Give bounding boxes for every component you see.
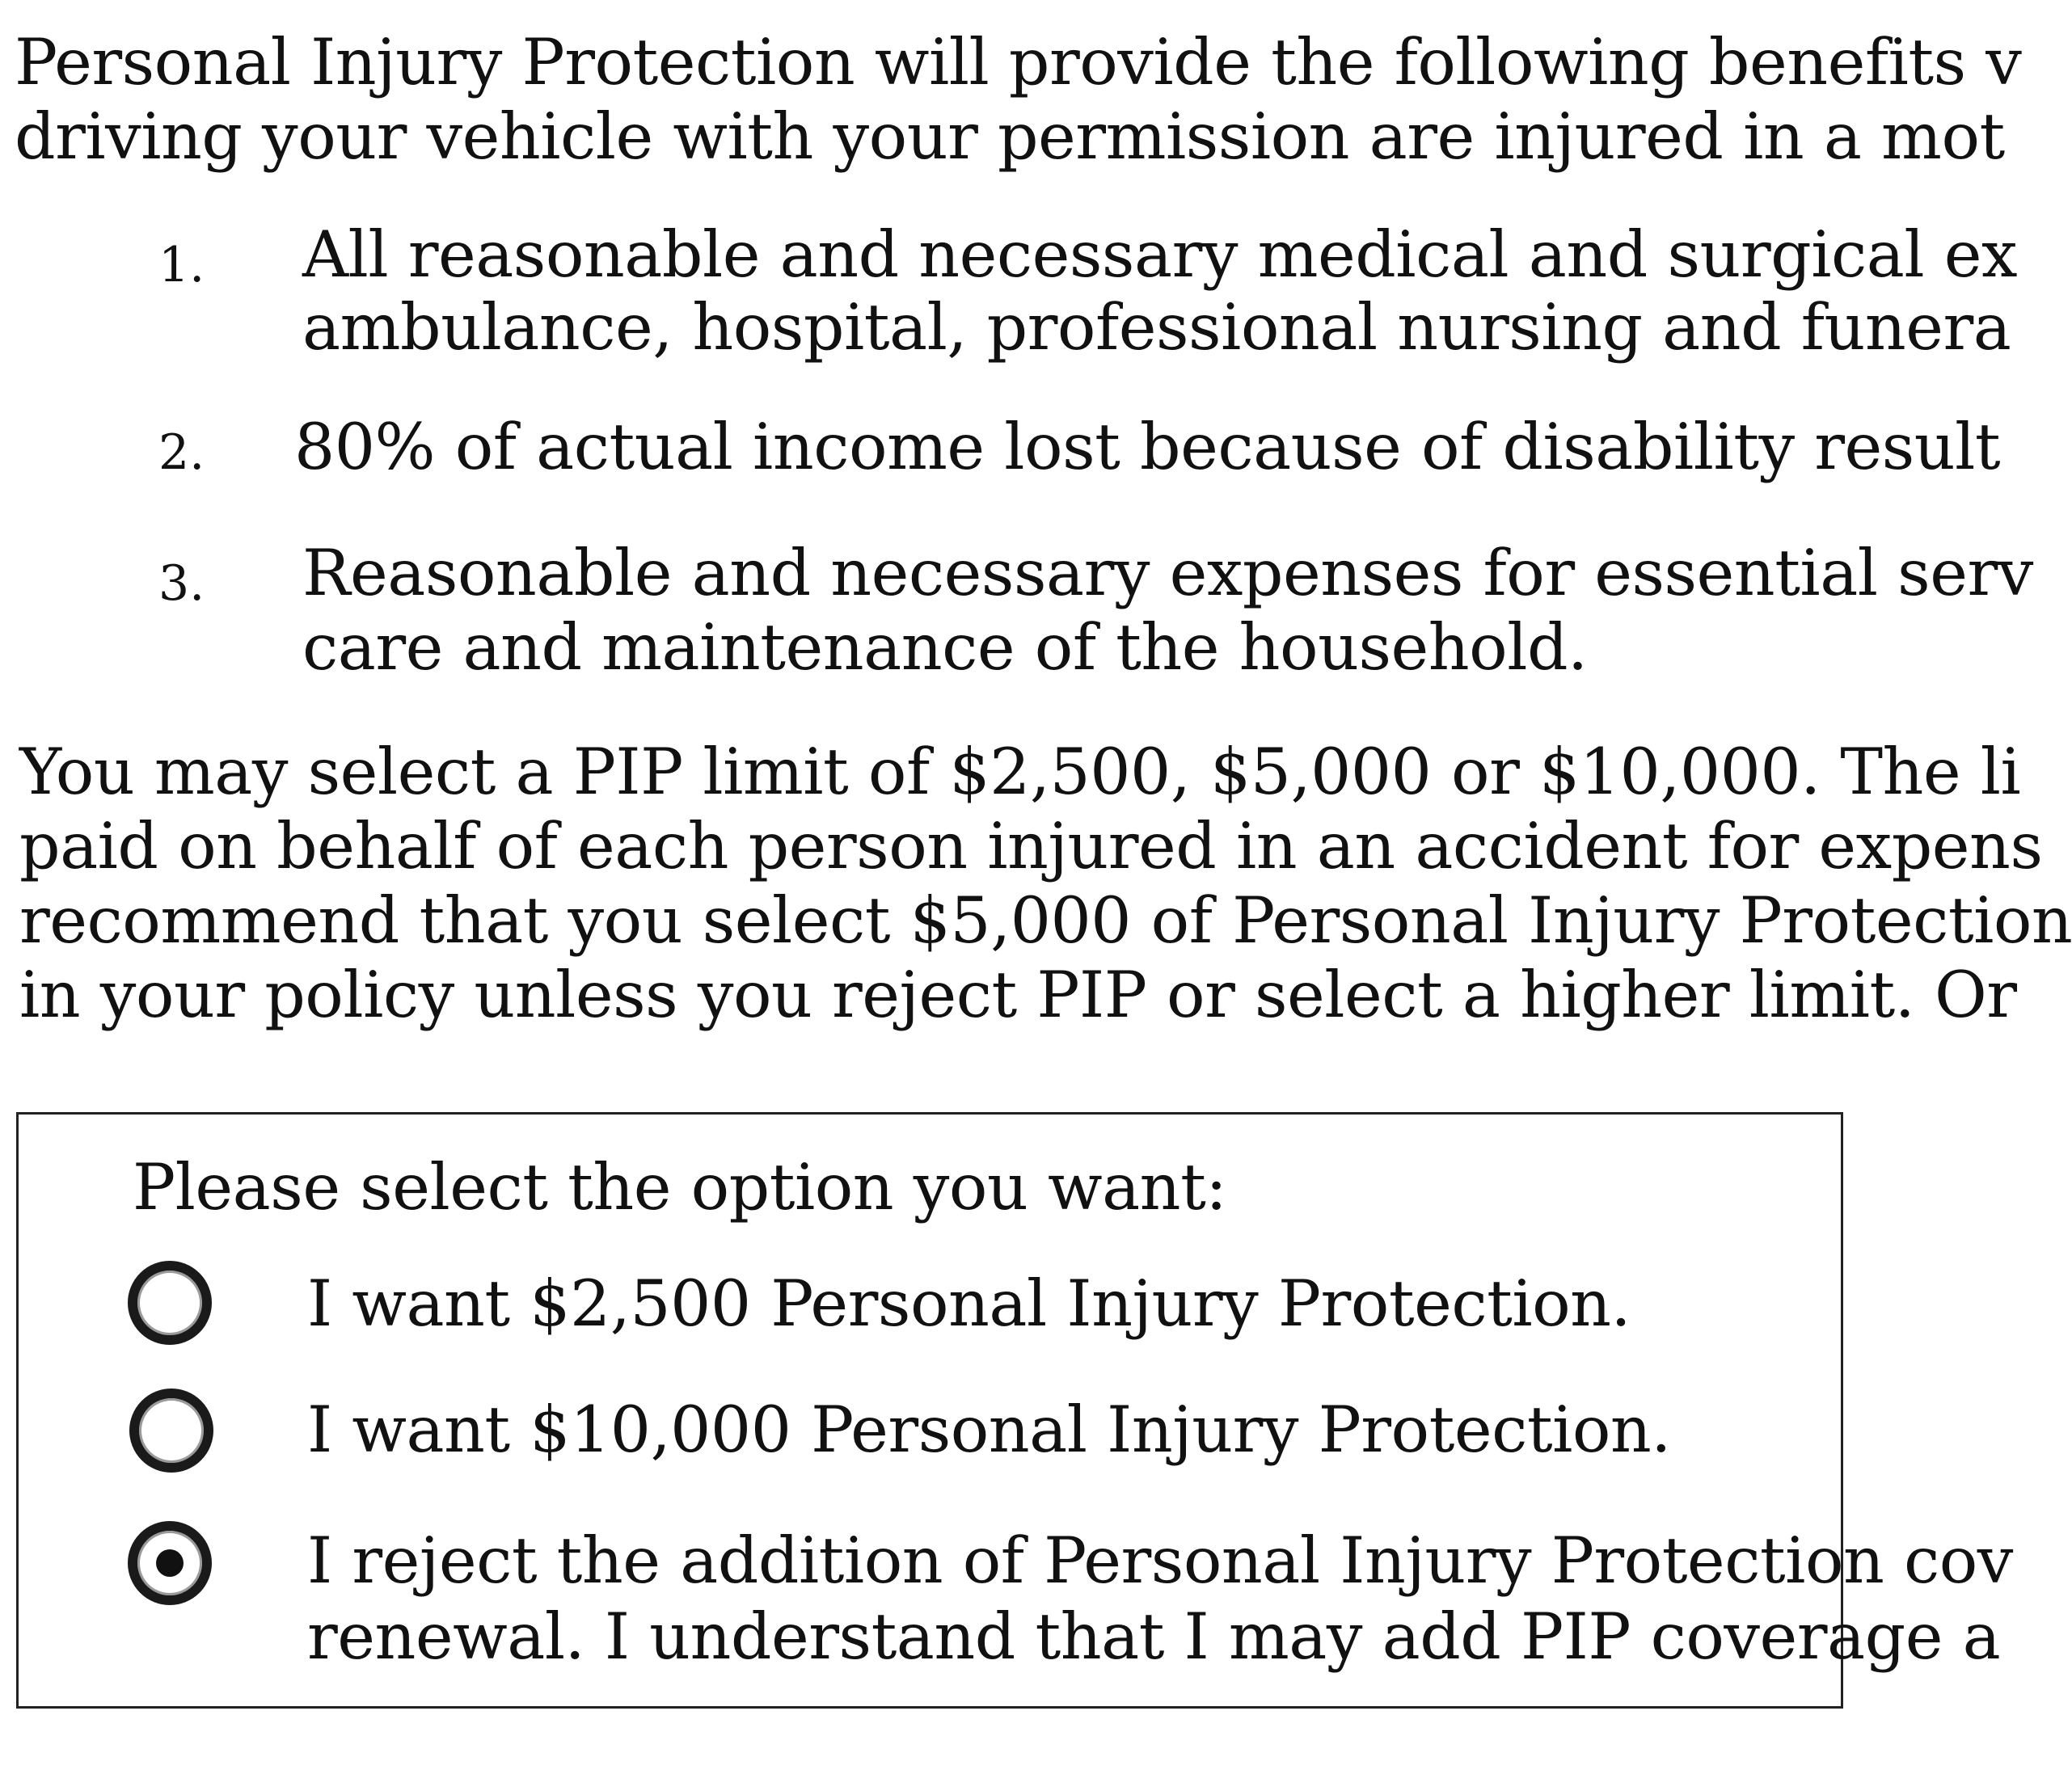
radio-selected-dot: [156, 1549, 184, 1577]
option-10000-label: I want $10,000 Personal Injury Protection.: [307, 1393, 1671, 1467]
benefit-1-number: 1.: [158, 237, 205, 293]
radio-option-10000[interactable]: [129, 1389, 213, 1473]
benefit-2-line-1: 80% of actual income lost because of disability result: [294, 410, 2001, 484]
option-reject-label-line-1: I reject the addition of Personal Injury Protection cov: [307, 1523, 2013, 1598]
intro-line-1: Personal Injury Protection will provide the following benefits v: [15, 25, 2022, 99]
limits-line-3: recommend that you select $5,000 of Personal Injury Protection: [19, 883, 2072, 958]
intro-line-2: driving your vehicle with your permission are injured in a mot: [15, 99, 2005, 174]
limits-line-1: You may select a PIP limit of $2,500, $5,000 or $10,000. The li: [19, 735, 2021, 809]
benefit-1-line-1: All reasonable and necessary medical and surgical ex: [302, 217, 2018, 292]
limits-line-2: paid on behalf of each person injured in an accident for expens: [19, 809, 2043, 883]
selection-prompt: Please select the option you want:: [133, 1150, 1227, 1224]
radio-option-reject[interactable]: [128, 1521, 212, 1605]
benefit-3-number: 3.: [158, 555, 205, 612]
benefit-1-line-2: ambulance, hospital, professional nursing and funera: [302, 290, 2011, 365]
benefit-2-number: 2.: [158, 424, 205, 481]
limits-line-4: in your policy unless you reject PIP or select a higher limit. Or: [19, 958, 2017, 1032]
radio-option-2500[interactable]: [128, 1261, 212, 1345]
benefit-3-line-2: care and maintenance of the household.: [302, 610, 1588, 685]
option-reject-label-line-2: renewal. I understand that I may add PIP coverage a: [307, 1599, 2001, 1674]
benefit-3-line-1: Reasonable and necessary expenses for essential serv: [302, 536, 2033, 610]
option-2500-label: I want $2,500 Personal Injury Protection.: [307, 1266, 1631, 1341]
